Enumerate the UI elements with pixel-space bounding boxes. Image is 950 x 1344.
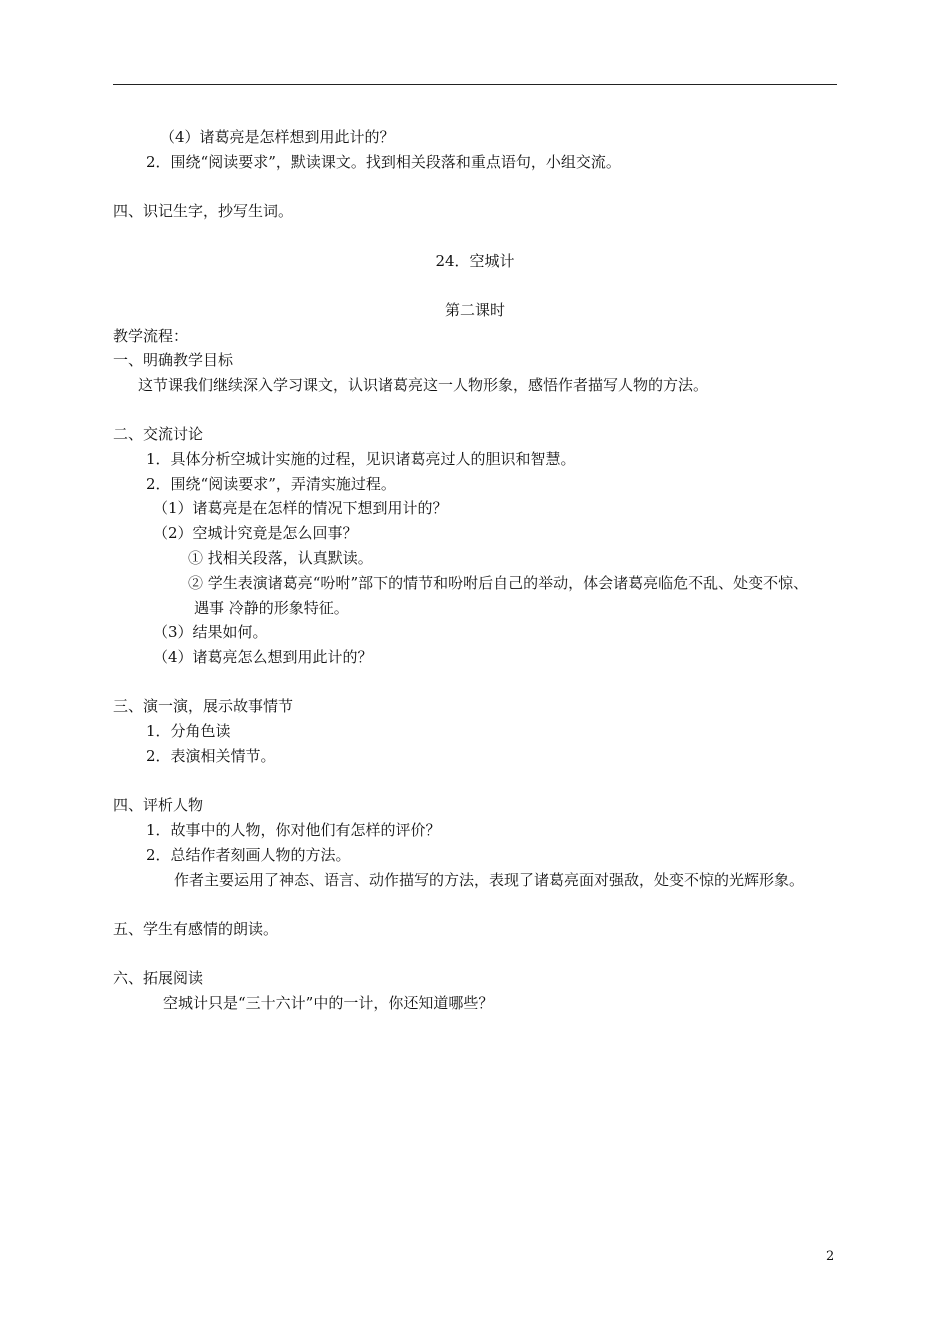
lesson-subtitle: 第二课时 [444, 301, 505, 319]
section-2-item-2: 2．围绕“阅读要求”，弄清实施过程。 [146, 475, 396, 493]
section-5-heading: 五、学生有感情的朗读。 [113, 920, 279, 938]
section-6-text: 空城计只是“三十六计”中的一计，你还知道哪些？ [163, 994, 494, 1012]
question-4-prev: （4）诸葛亮是怎样想到用此计的？ [160, 128, 395, 146]
section-4-heading-prev: 四、识记生字，抄写生词。 [113, 202, 294, 220]
step-2: ② 学生表演诸葛亮“吩咐”部下的情节和吩咐后自己的举动，体会诸葛亮临危不乱、处变不惊、 [188, 574, 809, 592]
section-2-heading: 二、交流讨论 [113, 425, 204, 443]
sub-question-3: （3）结果如何。 [153, 623, 268, 641]
step-2-continued: 遇事 冷静的形象特征。 [194, 599, 349, 617]
page-number: 2 [826, 1249, 835, 1264]
section-3-heading: 三、演一演，展示故事情节 [113, 697, 294, 715]
section-6-heading: 六、拓展阅读 [113, 969, 204, 987]
lesson-title: 24．空城计 [435, 252, 515, 270]
teaching-flow-label: 教学流程： [113, 327, 189, 345]
section-1-text: 这节课我们继续深入学习课文，认识诸葛亮这一人物形象，感悟作者描写人物的方法。 [138, 376, 709, 394]
section-3-item-2: 2．表演相关情节。 [146, 747, 276, 765]
item-2-reading: 2．围绕“阅读要求”，默读课文。找到相关段落和重点语句，小组交流。 [146, 153, 621, 171]
step-1: ① 找相关段落，认真默读。 [188, 549, 373, 567]
sub-question-2: （2）空城计究竟是怎么回事？ [153, 524, 358, 542]
sub-question-4: （4）诸葛亮怎么想到用此计的？ [153, 648, 373, 666]
section-4-item-1: 1．故事中的人物，你对他们有怎样的评价？ [146, 821, 441, 839]
section-2-item-1: 1．具体分析空城计实施的过程，见识诸葛亮过人的胆识和智慧。 [146, 450, 576, 468]
section-3-item-1: 1．分角色读 [146, 722, 231, 740]
section-4-answer: 作者主要运用了神态、语言、动作描写的方法，表现了诸葛亮面对强敌，处变不惊的光辉形象。 [174, 871, 805, 889]
sub-question-1: （1）诸葛亮是在怎样的情况下想到用计的？ [153, 499, 448, 517]
header-rule [113, 84, 837, 85]
section-1-heading: 一、明确教学目标 [113, 351, 234, 369]
section-4-item-2: 2．总结作者刻画人物的方法。 [146, 846, 351, 864]
section-4-heading: 四、评析人物 [113, 796, 204, 814]
